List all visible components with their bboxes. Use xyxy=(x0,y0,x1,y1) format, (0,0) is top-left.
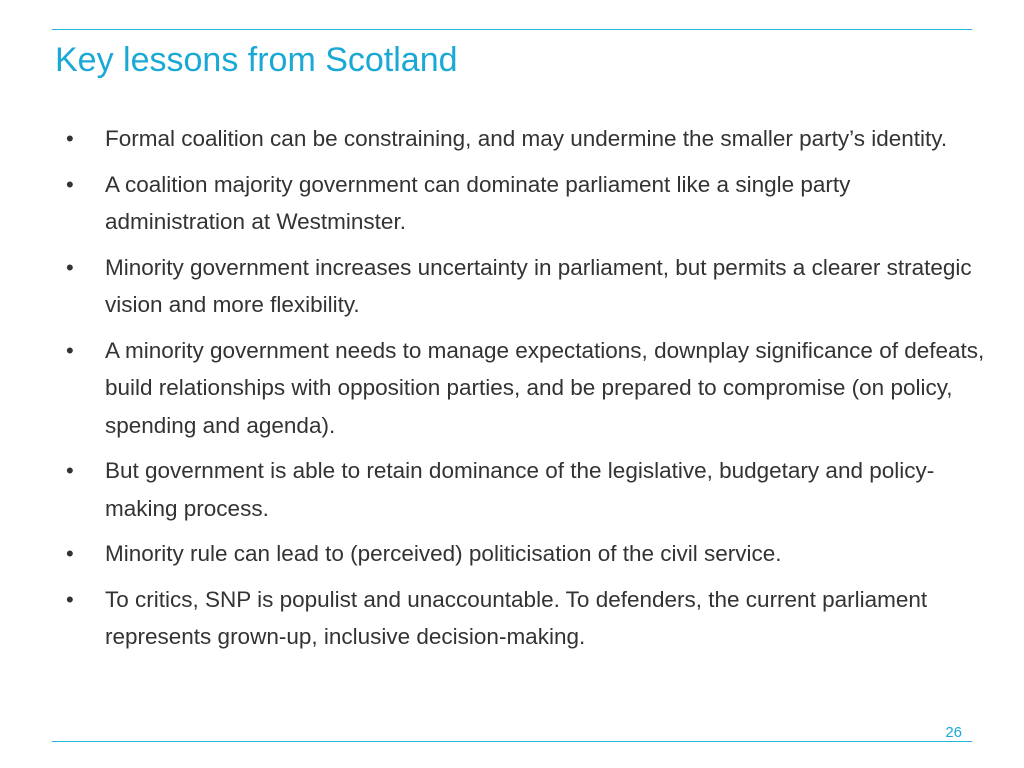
top-divider xyxy=(52,29,972,30)
bullet-icon: • xyxy=(66,126,74,151)
bullet-item xyxy=(62,120,992,158)
bullet-text: To critics, SNP is populist and unaccountable. To defenders, the current parliament represents grown-up, inclusive decision-making. xyxy=(105,586,928,649)
bullet-item xyxy=(62,581,992,656)
bullet-text: Minority government increases uncertainty in parliament, but permits a clearer strategic vision and more flexibility. xyxy=(105,254,972,317)
bullet-list xyxy=(62,120,992,664)
bullet-icon: • xyxy=(66,541,74,566)
bullet-text: A minority government needs to manage expectations, downplay significance of defeats, build relationships with opposition parties, and be prepared to compromise (on policy, spending and agenda). xyxy=(105,337,985,438)
bottom-divider xyxy=(52,741,972,742)
bullet-item xyxy=(62,452,992,527)
bullet-text: Minority rule can lead to (perceived) politicisation of the civil service. xyxy=(105,541,782,566)
bullet-item xyxy=(62,249,992,324)
bullet-icon: • xyxy=(66,254,74,280)
bullet-icon: • xyxy=(66,171,74,197)
bullet-icon: • xyxy=(66,337,74,363)
bullet-text: But government is able to retain dominance of the legislative, budgetary and policy-making process. xyxy=(105,458,935,521)
bullet-icon: • xyxy=(66,458,74,483)
bullet-item xyxy=(62,166,992,241)
bullet-icon: • xyxy=(66,586,74,612)
bullet-text: A coalition majority government can dominate parliament like a single party administration at Westminster. xyxy=(105,171,851,234)
bullet-item xyxy=(62,535,992,573)
bullet-item xyxy=(62,332,992,445)
bullet-text: Formal coalition can be constraining, and may undermine the smaller party’s identity. xyxy=(105,126,948,151)
page-number: 26 xyxy=(945,724,962,741)
slide-title: Key lessons from Scotland xyxy=(55,41,458,79)
